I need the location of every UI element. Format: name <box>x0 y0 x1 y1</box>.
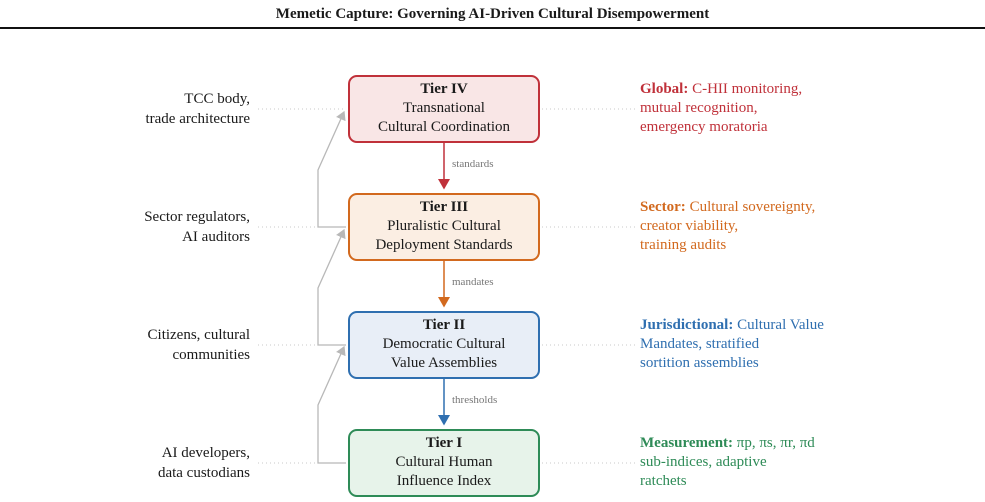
tier-4-scope-body: C-HII monitoring, mutual recognition, emergency moratoria <box>640 81 803 135</box>
tier-4-scope-head: Global: <box>640 81 689 97</box>
tier-2-scope-head: Jurisdictional: <box>640 317 734 333</box>
tier-1-scope-body: πp, πs, πr, πd sub-indices, adaptive ratchets <box>640 435 815 489</box>
feedback-tier3-tier4 <box>318 112 346 227</box>
tier-2-actors: Citizens, cultural communities <box>147 327 250 363</box>
tier-2-scope-body: Cultural Value Mandates, stratified sortition assemblies <box>640 317 824 371</box>
tier-2-desc: Democratic Cultural Value Assemblies <box>382 336 506 371</box>
page-title: Memetic Capture: Governing AI-Driven Cultural Disempowerment <box>275 6 710 22</box>
tier-4-name: Tier IV <box>420 81 468 97</box>
tier-1-desc: Cultural Human Influence Index <box>395 454 493 489</box>
tier-1-name: Tier I <box>425 435 463 451</box>
tier-1-scope-head: Measurement: <box>640 435 734 451</box>
tier-3-scope-body: Cultural sovereignty, creator viability, training audits <box>640 199 816 253</box>
tier-3-desc: Pluralistic Cultural Deployment Standards <box>375 218 513 253</box>
tier-1-scope <box>640 434 940 491</box>
tier-2-scope <box>640 316 940 373</box>
tier-2-box <box>348 311 540 379</box>
edge-label-mandates: mandates <box>452 276 494 288</box>
tier-2-name: Tier II <box>422 317 466 333</box>
tier-3-name: Tier III <box>419 199 469 215</box>
tier-4-scope <box>640 80 940 137</box>
tier-3-box <box>348 193 540 261</box>
tier-4-box <box>348 75 540 143</box>
feedback-tier1-tier2 <box>318 347 346 463</box>
tier-3-scope <box>640 198 940 255</box>
tier-1-actors: AI developers, data custodians <box>157 445 250 481</box>
tier-4-desc: Transnational Cultural Coordination <box>377 100 511 135</box>
edge-label-thresholds: thresholds <box>452 394 498 406</box>
tier-1-box <box>348 429 540 497</box>
tier-3-actors: Sector regulators, AI auditors <box>144 209 250 245</box>
tier-3-scope-head: Sector: <box>640 199 686 215</box>
edge-label-standards: standards <box>452 158 494 170</box>
feedback-tier2-tier3 <box>318 230 346 345</box>
tier-4-actors: TCC body, trade architecture <box>145 91 250 127</box>
